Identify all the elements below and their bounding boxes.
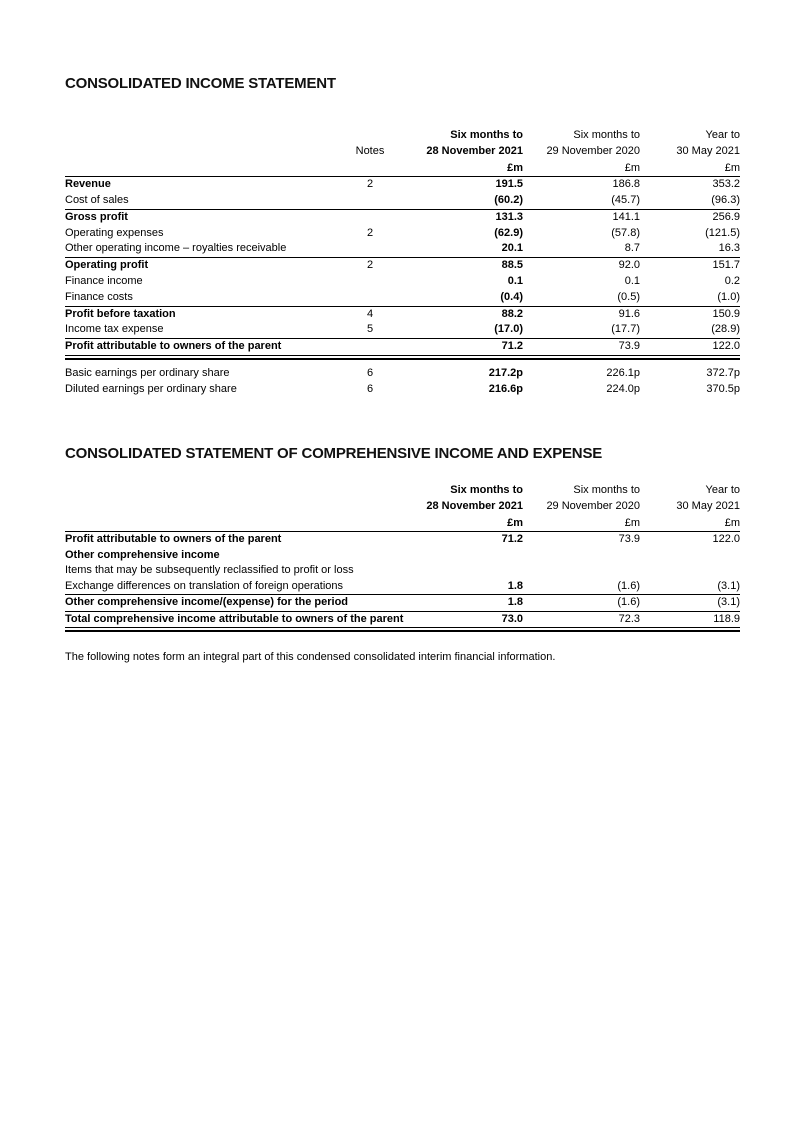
value-2020h1: (45.7) <box>523 193 640 209</box>
row-label: Finance income <box>65 275 143 287</box>
header-empty <box>65 160 345 177</box>
row-label: Profit attributable to owners of the parent <box>65 533 282 546</box>
table-row-cost-of-sales <box>65 193 740 209</box>
notes-cell <box>345 241 395 257</box>
eps-grid <box>65 366 740 398</box>
header-empty <box>65 127 345 143</box>
value-2021h1: (62.9) <box>494 226 523 239</box>
value-2021h1: 216.6p <box>488 382 523 395</box>
header-unit-2021: £m <box>420 515 523 532</box>
value-fy2021: 118.9 <box>640 611 740 628</box>
value-2020h1: 8.7 <box>523 241 640 257</box>
header-unit-row <box>65 515 740 532</box>
value-2020h1: 72.3 <box>523 611 640 628</box>
value-2021h1: 88.2 <box>501 307 523 320</box>
value-2021h1: 1.8 <box>420 579 523 595</box>
row-label: Revenue <box>65 178 111 191</box>
row-label: Other comprehensive income <box>65 548 220 561</box>
value-2021h1 <box>420 548 523 564</box>
header-date-fy: 30 May 2021 <box>676 500 740 513</box>
value-2020h1: (17.7) <box>523 322 640 338</box>
value-fy2021: (1.0) <box>640 290 740 306</box>
notes-cell: 4 <box>366 307 374 320</box>
table-row-operating-profit <box>65 258 740 274</box>
value-fy2021: 353.2 <box>712 178 740 191</box>
row-label: Operating profit <box>65 259 149 272</box>
value-2021h1: 73.0 <box>420 611 523 628</box>
value-fy2021: 150.9 <box>712 307 740 320</box>
value-fy2021 <box>640 548 740 564</box>
total-double-rule <box>65 355 740 359</box>
notes-cell: 6 <box>366 382 374 395</box>
value-2021h1: 1.8 <box>420 595 523 612</box>
notes-cell <box>345 290 395 306</box>
row-label: Total comprehensive income attributable to owners of the parent <box>65 611 420 628</box>
header-empty <box>65 482 420 498</box>
value-fy2021: (3.1) <box>640 595 740 612</box>
table-row-total-comprehensive <box>65 611 740 628</box>
table-row-income-tax-expense <box>65 322 740 338</box>
value-fy2021: (28.9) <box>640 322 740 338</box>
row-label: Income tax expense <box>65 322 345 338</box>
value-2021h1: 217.2p <box>488 367 523 379</box>
value-2020h1: 226.1p <box>606 367 640 379</box>
comprehensive-grid <box>65 482 740 632</box>
notes-cell: 2 <box>366 178 374 191</box>
table-row-items-reclassified <box>65 563 740 579</box>
header-date-row <box>65 143 740 159</box>
header-date-2020: 29 November 2020 <box>546 145 640 158</box>
row-label: Cost of sales <box>65 193 345 209</box>
header-date-2021: 28 November 2021 <box>426 145 523 158</box>
row-label: Profit before taxation <box>65 307 176 320</box>
header-unit-row <box>65 160 740 177</box>
table-row-gross-profit <box>65 209 740 225</box>
header-period-row <box>65 482 740 498</box>
row-label: Diluted earnings per ordinary share <box>65 382 237 395</box>
row-label: Profit attributable to owners of the parent <box>65 339 345 356</box>
value-2020h1: 141.1 <box>612 210 640 223</box>
value-2020h1: 91.6 <box>618 307 640 320</box>
header-period-2021: Six months to <box>450 484 523 496</box>
table-row-profit-attributable <box>65 339 740 356</box>
header-date-2021: 28 November 2021 <box>426 500 523 513</box>
header-date-row <box>65 498 740 514</box>
value-2021h1: 71.2 <box>395 339 523 356</box>
double-rule-line <box>65 355 740 359</box>
value-fy2021: 0.2 <box>724 275 740 287</box>
row-label: Items that may be subsequently reclassified to profit or loss <box>65 564 354 577</box>
notes-cell: 6 <box>366 367 374 379</box>
value-2020h1: (1.6) <box>523 595 640 612</box>
value-2020h1 <box>523 548 640 564</box>
header-period-fy: Year to <box>705 484 740 496</box>
value-2020h1: (0.5) <box>523 290 640 306</box>
value-2020h1: 0.1 <box>624 275 640 287</box>
table-row-profit-attributable <box>65 532 740 548</box>
header-empty <box>65 515 420 532</box>
value-2020h1: (1.6) <box>523 579 640 595</box>
value-2021h1: 88.5 <box>501 259 523 272</box>
header-notes-label: Notes <box>355 145 385 158</box>
header-unit-2020: £m <box>523 160 640 177</box>
value-2021h1: 191.5 <box>495 178 523 191</box>
value-fy2021: (3.1) <box>640 579 740 595</box>
income-statement-table <box>65 127 740 360</box>
value-2021h1: 131.3 <box>495 210 523 223</box>
double-rule-line <box>65 628 740 632</box>
notes-cell <box>345 339 395 356</box>
footnote: The following notes form an integral part of this condensed consolidated interim financial information. <box>65 651 556 663</box>
value-2021h1: (60.2) <box>395 193 523 209</box>
value-2021h1: 71.2 <box>501 533 523 546</box>
header-empty <box>65 498 420 514</box>
notes-cell: 2 <box>366 226 374 239</box>
notes-cell <box>345 193 395 209</box>
value-fy2021: (96.3) <box>640 193 740 209</box>
value-fy2021: 122.0 <box>640 339 740 356</box>
row-label: Gross profit <box>65 210 128 223</box>
comprehensive-income-title: CONSOLIDATED STATEMENT OF COMPREHENSIVE INCOME AND EXPENSE <box>65 445 603 462</box>
table-row-revenue <box>65 177 740 193</box>
income-statement-grid <box>65 127 740 360</box>
table-row-basic-eps <box>65 366 740 382</box>
header-empty <box>345 160 395 177</box>
notes-cell <box>345 274 395 290</box>
header-date-2020: 29 November 2020 <box>546 500 640 513</box>
value-fy2021: 151.7 <box>712 259 740 272</box>
total-double-rule <box>65 628 740 632</box>
row-label: Exchange differences on translation of foreign operations <box>65 579 420 595</box>
value-fy2021: (121.5) <box>705 226 740 239</box>
eps-table <box>65 366 740 398</box>
value-2021h1 <box>420 563 523 579</box>
notes-cell <box>345 209 395 225</box>
value-2021h1: 20.1 <box>395 241 523 257</box>
notes-cell: 2 <box>366 259 374 272</box>
row-label: Other comprehensive income/(expense) for the period <box>65 595 420 612</box>
value-2021h1: (17.0) <box>395 322 523 338</box>
table-row-exchange-differences <box>65 579 740 595</box>
header-period-2020: Six months to <box>573 129 640 141</box>
value-2021h1: 0.1 <box>507 275 523 287</box>
table-row-operating-expenses <box>65 226 740 242</box>
value-fy2021: 372.7p <box>706 367 740 379</box>
header-period-2021: Six months to <box>450 129 523 141</box>
value-2021h1: (0.4) <box>395 290 523 306</box>
row-label: Basic earnings per ordinary share <box>65 367 230 379</box>
value-fy2021: 370.5p <box>706 382 740 395</box>
table-row-finance-costs <box>65 290 740 306</box>
header-empty <box>65 143 345 159</box>
header-unit-2021: £m <box>395 160 523 177</box>
header-period-row <box>65 127 740 143</box>
header-date-fy: 30 May 2021 <box>676 145 740 158</box>
header-empty <box>345 127 395 143</box>
row-label: Other operating income – royalties receivable <box>65 241 345 257</box>
header-unit-fy: £m <box>640 160 740 177</box>
value-fy2021: 256.9 <box>712 210 740 223</box>
row-label: Operating expenses <box>65 226 164 239</box>
table-row-finance-income <box>65 274 740 290</box>
value-2020h1: 73.9 <box>618 533 640 546</box>
value-fy2021 <box>640 563 740 579</box>
table-row-profit-before-taxation <box>65 306 740 322</box>
value-2020h1: 186.8 <box>612 178 640 191</box>
value-2020h1 <box>523 563 640 579</box>
comprehensive-income-table <box>65 482 740 632</box>
table-row-diluted-eps <box>65 382 740 398</box>
header-unit-2020: £m <box>523 515 640 532</box>
table-row-other-operating-income <box>65 241 740 257</box>
header-unit-fy: £m <box>640 515 740 532</box>
value-2020h1: 224.0p <box>606 382 640 395</box>
table-row-other-comprehensive-income <box>65 548 740 564</box>
value-fy2021: 16.3 <box>640 241 740 257</box>
row-label: Finance costs <box>65 290 345 306</box>
notes-cell: 5 <box>345 322 395 338</box>
table-row-other-comprehensive-period <box>65 595 740 612</box>
income-statement-title: CONSOLIDATED INCOME STATEMENT <box>65 75 336 92</box>
value-2020h1: (57.8) <box>611 226 640 239</box>
header-period-fy: Year to <box>705 129 740 141</box>
header-period-2020: Six months to <box>573 484 640 496</box>
value-2020h1: 73.9 <box>523 339 640 356</box>
value-2020h1: 92.0 <box>618 259 640 272</box>
value-fy2021: 122.0 <box>712 533 740 546</box>
